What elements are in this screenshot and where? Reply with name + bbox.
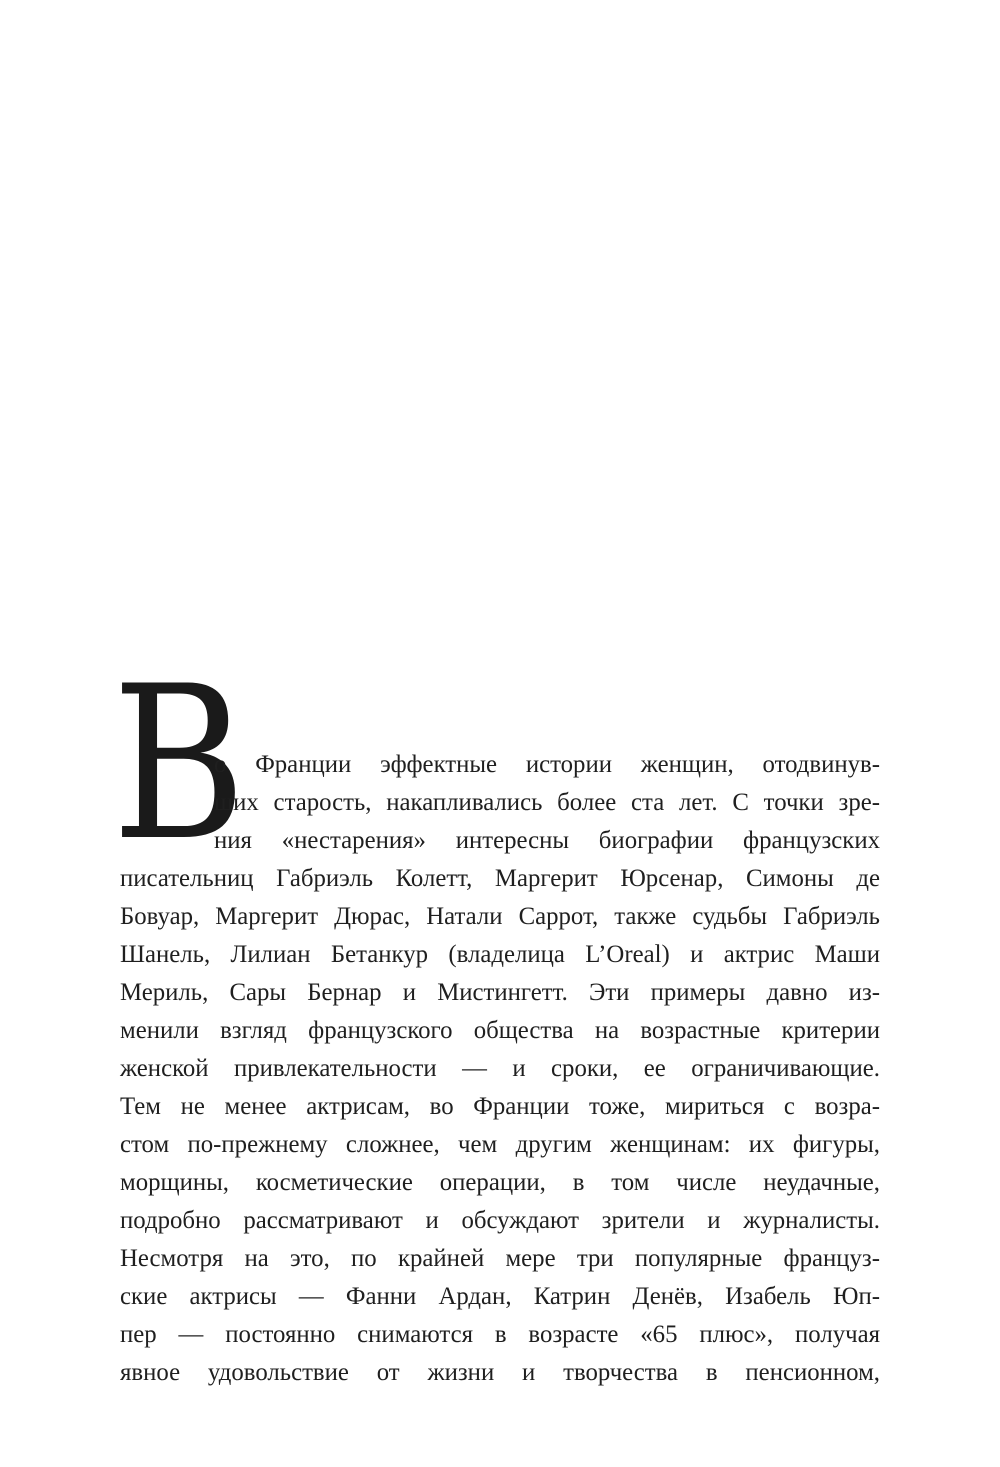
text-line-3: ния «нестарения» интересны биографии французских (214, 827, 880, 854)
text-line-11: стом по-прежнему сложнее, чем другим женщинам: их фигуры, (120, 1131, 880, 1158)
text-line-12: морщины, косметические операции, в том числе неудачные, (120, 1169, 880, 1196)
text-line-10: Тем не менее актрисам, во Франции тоже, мириться с возра- (120, 1093, 880, 1120)
text-line-17: явное удовольствие от жизни и творчества в пенсионном, (120, 1359, 880, 1386)
text-line-13: подробно рассматривают и обсуждают зрители и журналисты. (120, 1207, 880, 1234)
text-line-6: Шанель, Лилиан Бетанкур (владелица L’Oreal) и актрис Маши (120, 941, 880, 968)
text-line-7: Мериль, Сары Бернар и Мистингетт. Эти примеры давно из- (120, 979, 880, 1006)
drop-cap-letter: В (112, 640, 246, 887)
text-line-8: менили взгляд французского общества на возрастные критерии (120, 1017, 880, 1044)
text-line-5: Бовуар, Маргерит Дюрас, Натали Саррот, также судьбы Габриэль (120, 903, 880, 930)
text-line-15: ские актрисы — Фанни Ардан, Катрин Денёв, Изабель Юп- (120, 1283, 880, 1310)
text-line-1: о Франции эффектные истории женщин, отодвинув- (214, 751, 880, 778)
text-line-2: ших старость, накапливались более ста лет. С точки зре- (214, 789, 880, 816)
text-line-9: женской привлекательности — и сроки, ее ограничивающие. (120, 1055, 880, 1082)
text-line-14: Несмотря на это, по крайней мере три популярные француз- (120, 1245, 880, 1272)
text-line-16: пер — постоянно снимаются в возрасте «65 плюс», получая (120, 1321, 880, 1348)
text-line-4: писательниц Габриэль Колетт, Маргерит Юрсенар, Симоны де (120, 865, 880, 892)
